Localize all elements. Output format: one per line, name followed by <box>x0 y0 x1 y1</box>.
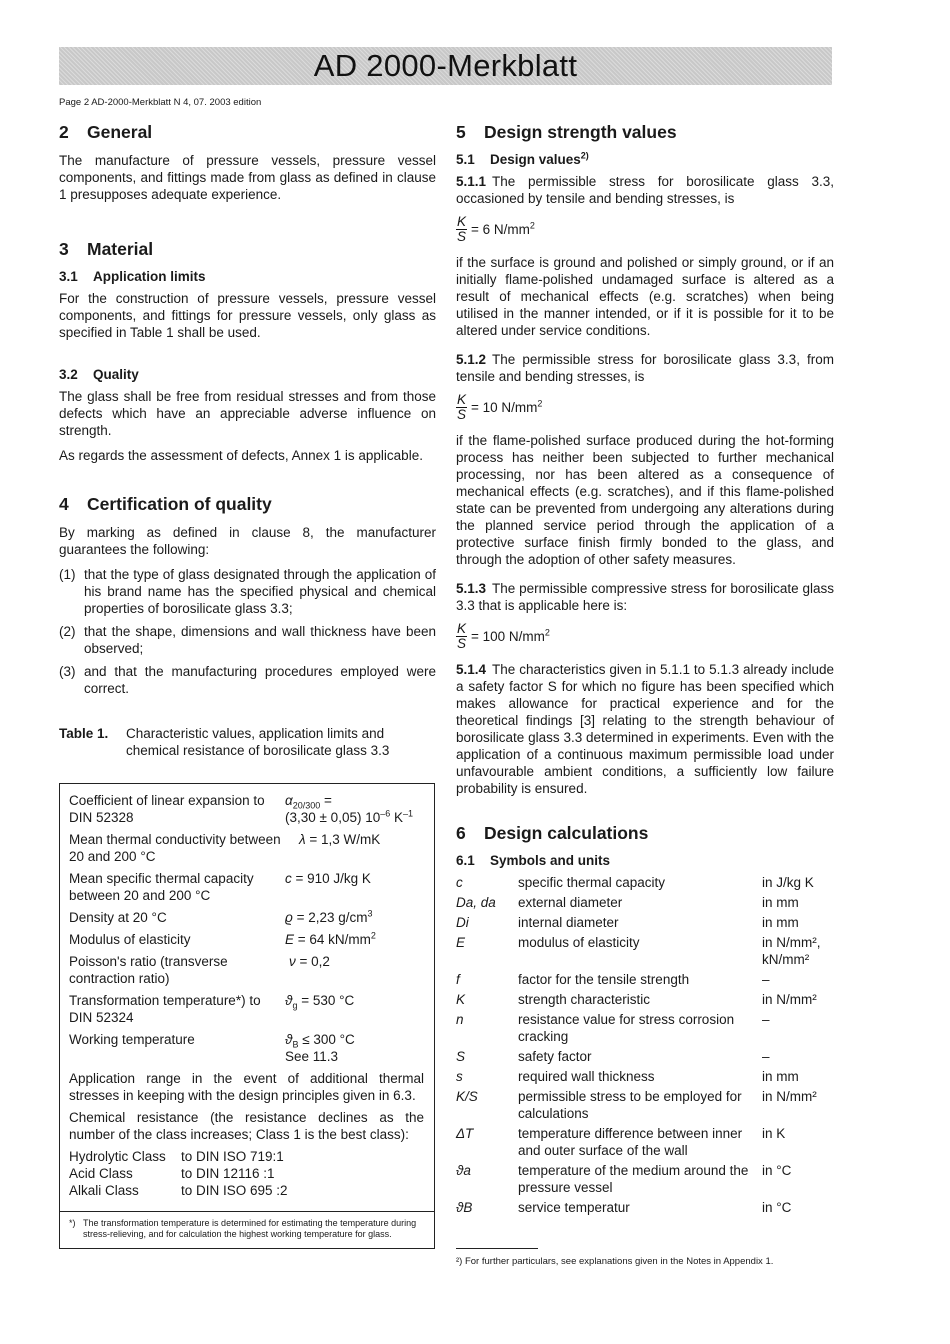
chemical-resistance-text: Chemical resistance (the resistance declines as the number of the class increases; Class 1 is the best class): <box>69 1110 424 1142</box>
section-3-2-heading: 3.2 Quality <box>59 367 139 382</box>
footnote: ²) For further particulars, see explanations given in the Notes in Appendix 1. <box>456 1256 774 1267</box>
table-row: Modulus of elasticity E = 64 $kN/mm^2$ <box>69 930 376 947</box>
table-row: Mean thermal conductivity between 20 and 200 °C λ = 1,3 W/mK <box>69 832 381 864</box>
footnote-rule <box>456 1248 538 1249</box>
section-3-2-text-2: As regards the assessment of defects, Annex 1 is applicable. <box>59 448 423 463</box>
section-6-heading: 6 Design calculations <box>456 823 649 843</box>
table-row: Density at 20 °C ϱ = 2,23 $g/cm^3$ <box>69 908 373 925</box>
formula-5-1-2: $\frac{K}{S}$ = 10 $N/mm^2$ <box>457 392 543 422</box>
right-column <box>456 122 834 1267</box>
section-2-text: The manufacture of pressure vessels, pressure vessel components, and fittings made from glass as defined in clause 1 presupposes adequate experience. <box>59 153 436 202</box>
formula-5-1-1: $\frac{K}{S}$ = 6 $N/mm^2$ <box>457 214 535 244</box>
header-banner <box>59 47 832 85</box>
table-row: Mean specific thermal capacity between 20 and 200 °C c = 910 J/kg K <box>69 871 371 903</box>
list-item: (1) that the type of glass designated through the application of his brand name has the specified physical and chemical properties of borosilicate glass 3.3; <box>59 567 436 616</box>
section-3-2-text-1: The glass shall be free from residual stresses and from those defects which have an appreciable adverse influence on strength. <box>59 389 436 438</box>
list-item: (2) that the shape, dimensions and wall thickness have been observed; <box>59 624 436 656</box>
para-5-1-3: 5.1.3 The permissible compressive stress for borosilicate glass 3.3 that is applicable here is: <box>456 581 834 613</box>
table-row: Transformation temperature*) to DIN 52324 $ϑ_g = 530$ °C <box>69 993 355 1025</box>
section-2-heading: 2 General <box>59 122 153 142</box>
section-4-heading: 4 Certification of quality <box>59 494 272 514</box>
application-range-text: Application range in the event of additional thermal stresses in keeping with the design principles given in 6.3. <box>69 1071 424 1103</box>
left-column <box>59 122 436 1249</box>
section-3-heading: 3 Material <box>59 239 154 259</box>
table-caption: Table 1. Characteristic values, application limits and chemical resistance of borosilicate glass 3.3 <box>59 726 390 758</box>
section-6-1-heading: 6.1 Symbols and units <box>456 853 611 868</box>
section-4-intro: By marking as defined in clause 8, the manufacturer guarantees the following: <box>59 525 436 557</box>
table-row: Poisson's ratio (transverse contraction ratio) ν = 0,2 <box>69 954 330 986</box>
guarantee-list <box>59 566 436 697</box>
para-5-1-2-cont: if the flame-polished surface produced during the hot-forming process has neither been subjected to further mechanical processing, nor has been altered as a consequence of mechanical effects (e.g. scratches), and if this flame-polished state can be prevented from undergoing any alterations during the planned service period through the application of a protective surface finish firmly bonded to the glass, and through the adoption of other safety measures. <box>456 433 834 567</box>
table-row: Coefficient of linear expansion to DIN 52328 $\alpha_{20/300}$ = (3,30 ± 0,05) $10^{-6}$ $K^{-1}$ <box>69 793 414 825</box>
resistance-classes: Hydrolytic Class to DIN ISO 719:1 Acid Class to DIN 12116 :1 Alkali Class to DIN ISO 695 :2 <box>69 1149 288 1198</box>
table-footnote: *) The transformation temperature is determined for estimating the temperature during stress-relieving, and for calculation the highest working temperature for glass. <box>59 1212 435 1249</box>
page-info: Page 2 AD-2000-Merkblatt N 4, 07. 2003 edition <box>59 97 262 108</box>
section-3-1-heading: 3.1 Application limits <box>59 269 206 284</box>
para-5-1-4: 5.1.4 The characteristics given in 5.1.1 to 5.1.3 already include a safety factor S for which no figure has been specified which makes allowance for practical experience and for the theoretical findings [3] relating to the strength behaviour of borosilicate glass 3.3 determined in experiments. Even with the application of a continuous maximum permissible load under unfavourable ambient conditions, a sufficiently low failure probability is ensured. <box>456 662 834 796</box>
para-5-1-2: 5.1.2 The permissible stress for borosilicate glass 3.3, from tensile and bending stresses, is <box>456 352 834 384</box>
formula-5-1-3: $\frac{K}{S}$ = 100 $N/mm^2$ <box>457 621 550 651</box>
para-5-1-1: 5.1.1 The permissible stress for borosilicate glass 3.3, occasioned by tensile and bending stresses, is <box>456 174 834 206</box>
section-5-1-heading: 5.1 Design values$^{2)}$ <box>456 150 589 167</box>
para-5-1-1-cont: if the surface is ground and polished or simply ground, or if an initially flame-polished undamaged surface is altered as a result of mechanical effects (e.g. scratches) when being utilised in the manner intended, or if it is possible for it to be altered under service conditions. <box>456 255 834 338</box>
document-title: AD 2000-Merkblatt <box>313 48 578 83</box>
section-5-heading: 5 Design strength values <box>456 122 677 142</box>
section-3-1-text: For the construction of pressure vessels, pressure vessel components, and fittings for pressure vessels, only glass as specified in Table 1 shall be used. <box>59 291 436 340</box>
symbols-table: c specific thermal capacity in J/kg K Da, da external diameter in mm Di internal diameter in mm E modulus of elasticity in N/mm², kN/mm² f factor for the tensile strength – K strength characteristic in N/mm² n resistance value for stress corrosion cracking – S safety factor – s required wall thickness in mm K/S permissible stress to be employed for calculations in N/mm² ΔT temperature difference between inner and outer surface of the wall in K ϑa temperature of the medium around the pressure vessel in °C ϑB service temperatur in °C <box>456 875 821 1215</box>
table-row: Working temperature $ϑ_B \le 300$ °C See 11.3 <box>69 1032 355 1064</box>
list-item: (3) and that the manufacturing procedures employed were correct. <box>59 664 436 696</box>
properties-table <box>59 783 435 1212</box>
